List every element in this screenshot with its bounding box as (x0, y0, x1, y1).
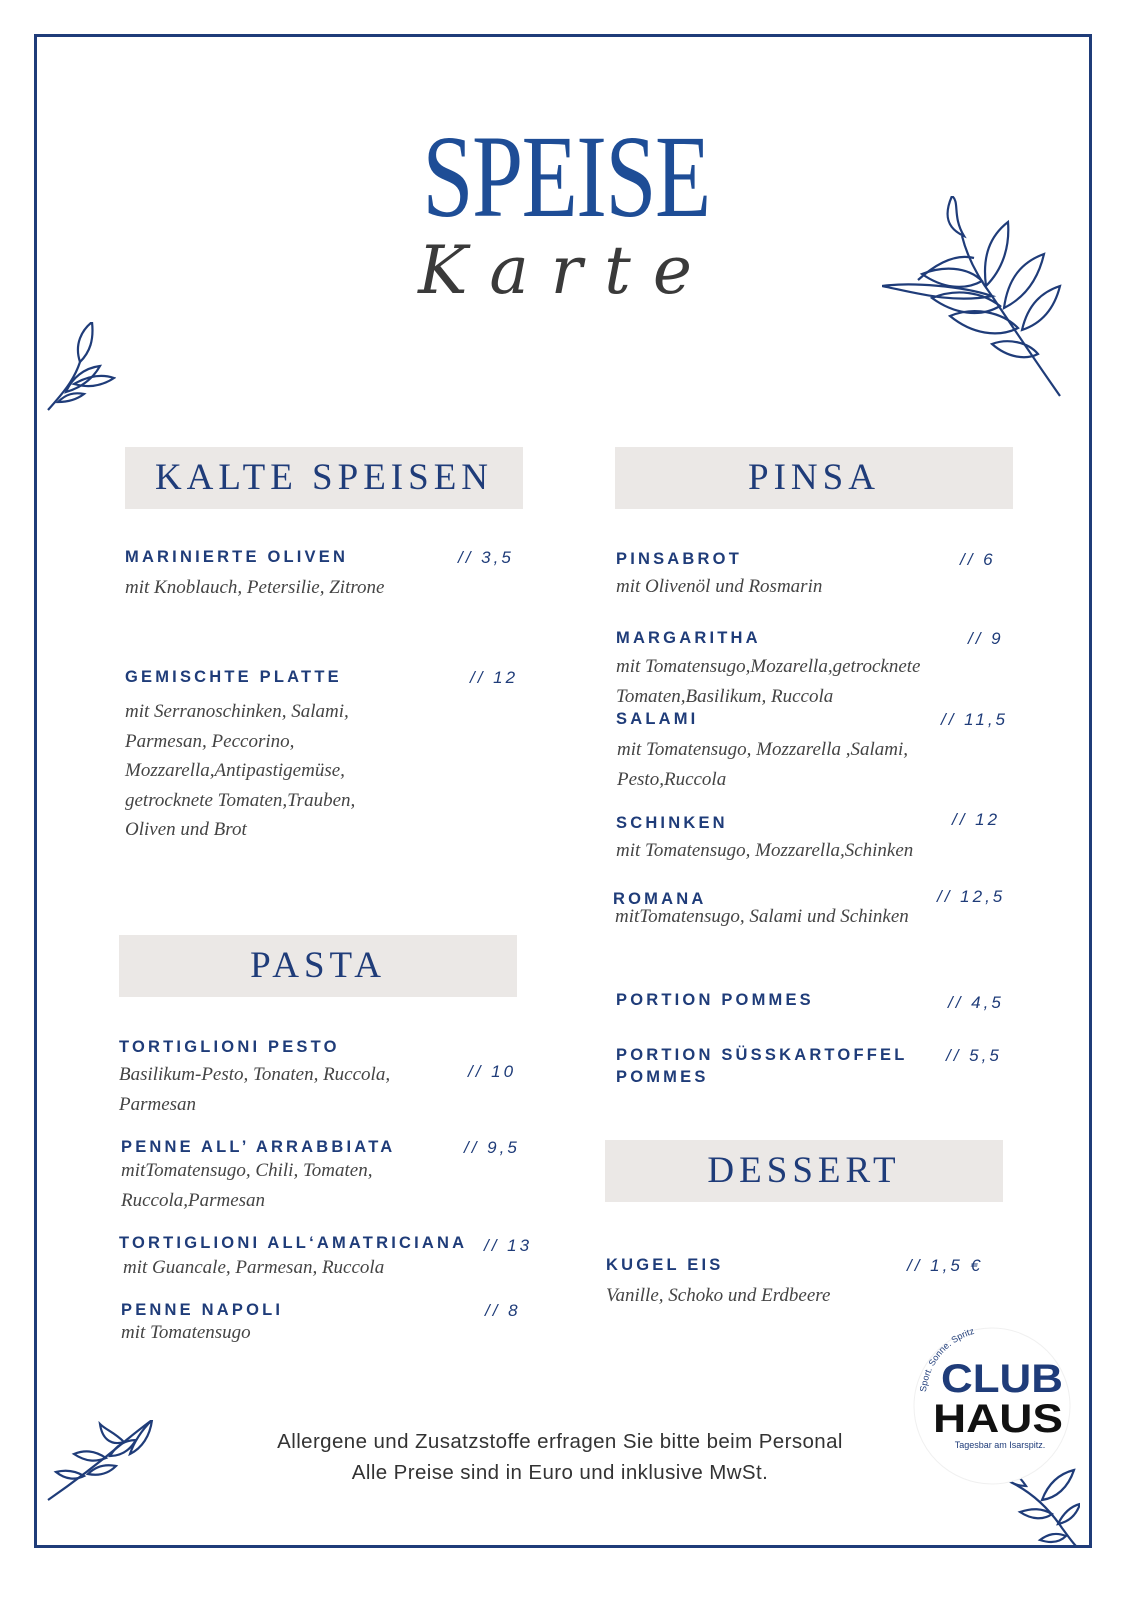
item-desc-tortiglioni-pesto: Basilikum-Pesto, Tonaten, Ruccola, Parmesan (119, 1064, 391, 1115)
item-desc-kugel-eis: Vanille, Schoko und Erdbeere (606, 1285, 831, 1306)
item-desc-penne-napoli: mit Tomatensugo (121, 1322, 251, 1343)
item-desc-marinierte-oliven: mit Knoblauch, Petersilie, Zitrone (125, 577, 385, 598)
item-price-portion-suesskartoffel: // 5,5 (946, 1046, 1002, 1065)
item-price-penne-napoli: // 8 (485, 1301, 521, 1320)
item-desc-gemischte-platte: mit Serranoschinken, Salami, Parmesan, Peccorino, Mozzarella,Antipastigemüse, getrocknete Tomaten,Trauben, Oliven und Brot (125, 701, 356, 840)
item-price-portion-pommes: // 4,5 (948, 993, 1004, 1012)
item-price-salami: // 11,5 (941, 710, 1008, 729)
item-name-marinierte-oliven: MARINIERTE OLIVEN (125, 548, 349, 566)
item-price-kugel-eis: // 1,5 € (907, 1256, 983, 1275)
item-name-penne-arrabbiata: PENNE ALL’ ARRABBIATA (121, 1138, 396, 1156)
clubhaus-logo (904, 1326, 1080, 1486)
item-price-tortiglioni-pesto: // 10 (468, 1062, 517, 1081)
section-header-dessert: DESSERT (605, 1140, 1003, 1202)
item-price-tortiglioni-amatriciana: // 13 (484, 1236, 533, 1255)
item-desc-penne-arrabbiata: mitTomatensugo, Chili, Tomaten, Ruccola,Parmesan (121, 1160, 373, 1211)
leaf-branch-icon (44, 1420, 156, 1502)
leaf-branch-icon (882, 196, 1067, 401)
item-desc-salami: mit Tomatensugo, Mozzarella ,Salami, Pesto,Ruccola (617, 739, 909, 790)
item-name-portion-suesskartoffel: PORTION SÜSSKARTOFFEL POMMES (616, 1046, 908, 1086)
leaf-branch-icon (44, 322, 116, 414)
item-desc-tortiglioni-amatriciana: mit Guancale, Parmesan, Ruccola (123, 1257, 385, 1278)
section-header-kalte-speisen: KALTE SPEISEN (125, 447, 523, 509)
footer-note (180, 1426, 940, 1488)
item-price-gemischte-platte: // 12 (470, 668, 519, 687)
item-name-portion-pommes: PORTION POMMES (616, 991, 814, 1009)
item-desc-pinsabrot: mit Olivenöl und Rosmarin (616, 576, 823, 597)
section-header-pinsa: PINSA (615, 447, 1013, 509)
logo-tagline: Tagesbar am Isarspitz. (954, 1440, 1046, 1450)
item-price-schinken: // 12 (952, 810, 1001, 829)
item-desc-romana: mitTomatensugo, Salami und Schinken (615, 906, 909, 927)
item-price-pinsabrot: // 6 (960, 550, 996, 569)
item-name-pinsabrot: PINSABROT (616, 550, 742, 568)
item-name-schinken: SCHINKEN (616, 814, 728, 832)
item-name-gemischte-platte: GEMISCHTE PLATTE (125, 668, 342, 686)
logo-arc-text: Sport. Sonne. Spritz (917, 1326, 976, 1393)
menu-subtitle-script: Karte (418, 232, 714, 309)
item-name-tortiglioni-pesto: TORTIGLIONI PESTO (119, 1038, 340, 1056)
logo-word-haus: HAUS (933, 1397, 1063, 1441)
item-name-margaritha: MARGARITHA (616, 629, 761, 647)
item-price-margaritha: // 9 (968, 629, 1004, 648)
footer-allergen-line: Allergene und Zusatzstoffe erfragen Sie bitte beim Personal (277, 1430, 843, 1453)
item-desc-margaritha: mit Tomatensugo,Mozarella,getrocknete Tomaten,Basilikum, Ruccola (616, 656, 921, 707)
item-name-penne-napoli: PENNE NAPOLI (121, 1301, 284, 1319)
item-name-tortiglioni-amatriciana: TORTIGLIONI ALL‘AMATRICIANA (119, 1234, 468, 1252)
item-name-salami: SALAMI (616, 710, 699, 728)
item-name-kugel-eis: KUGEL EIS (606, 1256, 724, 1274)
item-price-penne-arrabbiata: // 9,5 (464, 1138, 520, 1157)
item-price-marinierte-oliven: // 3,5 (458, 548, 514, 567)
footer-price-line: Alle Preise sind in Euro und inklusive MwSt. (351, 1461, 769, 1484)
logo-word-club: CLUB (941, 1357, 1063, 1401)
item-price-romana: // 12,5 (937, 887, 1006, 906)
item-name-romana: ROMANA (613, 890, 707, 908)
menu-title: SPEISE (422, 111, 710, 242)
section-header-pasta: PASTA (119, 935, 517, 997)
item-desc-schinken: mit Tomatensugo, Mozzarella,Schinken (616, 840, 914, 861)
